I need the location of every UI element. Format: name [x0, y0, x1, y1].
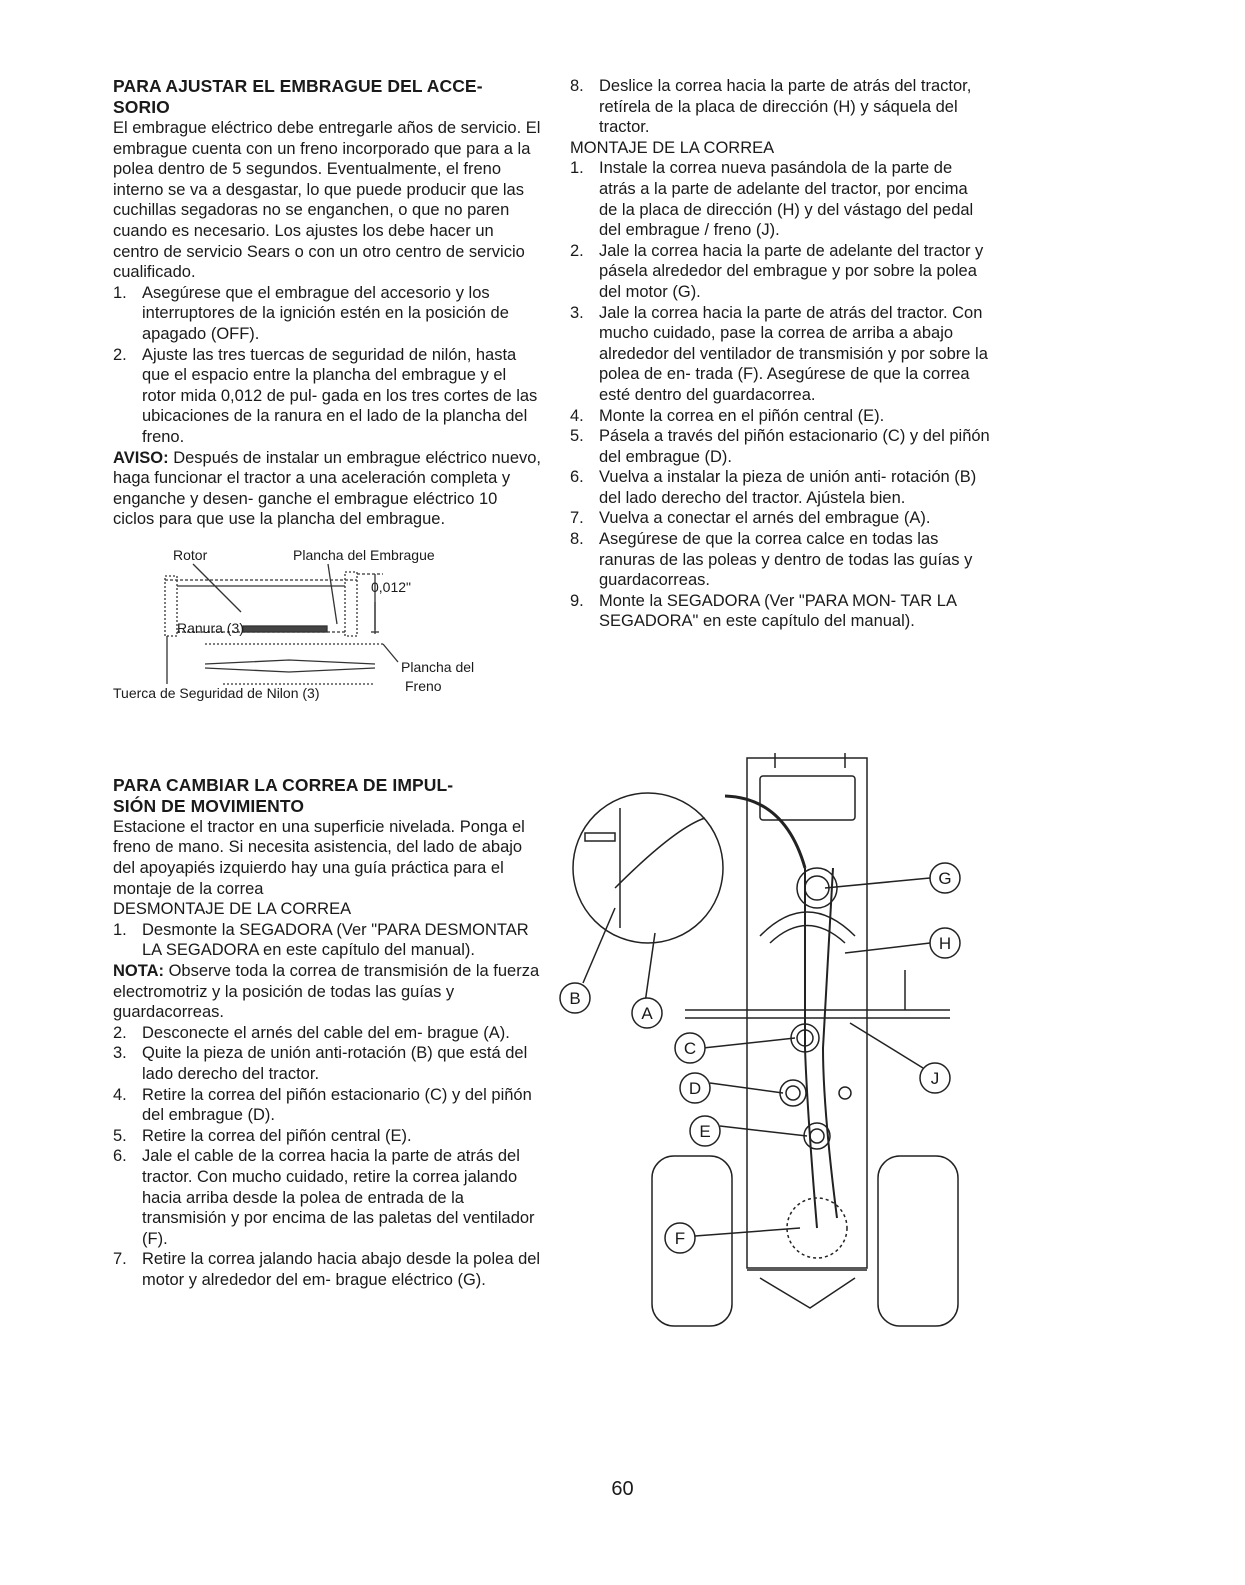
callout-g: G — [938, 869, 952, 888]
subhead-belt-removal: DESMONTAJE DE LA CORREA — [113, 900, 352, 919]
belt-removal-steps-b — [113, 1023, 543, 1291]
change-belt-intro: Estacione el tractor en una superficie nivelada. Ponga el freno de mano. Si necesita asistencia, del lado de abajo del apoyapiés izquierdo hay una guía práctica para el montaje de la correa — [113, 817, 525, 898]
callout-d: D — [688, 1079, 702, 1098]
belt-removal-steps-c — [570, 76, 990, 138]
label-gap: 0,012" — [371, 578, 412, 595]
notice-label: AVISO: — [113, 448, 169, 467]
label-brake-plate-2: Freno — [405, 677, 442, 694]
notice-paragraph: AVISO: Después de instalar un embrague eléctrico nuevo, haga funcionar el tractor a una aceleración completa y enganche y desen- ganche el embrague eléctrico 10 ciclos para que use la plancha del embrague. — [113, 448, 542, 529]
list-item: 8. Deslice la correa hacia la parte de atrás del tractor, retírela de la placa de dirección (H) y sáquela del tractor. — [570, 77, 972, 137]
list-item: 8. Asegúrese de que la correa calce en todas las ranuras de las poleas y dentro de todas las guías y guardacorreas. — [570, 530, 973, 590]
section-title-change-belt-1: PARA CAMBIAR LA CORREA DE IMPUL- — [113, 774, 454, 795]
right-column — [570, 76, 990, 632]
belt-install-steps — [570, 158, 990, 632]
tractor-belt-diagram-svg — [555, 748, 985, 1358]
list-item: 7. Vuelva a conectar el arnés del embrague (A). — [570, 509, 931, 528]
subhead-belt-install: MONTAJE DE LA CORREA — [570, 138, 775, 157]
page-number: 60 — [611, 1478, 634, 1500]
tractor-frame-shape — [573, 753, 958, 1326]
callout-f: F — [674, 1229, 686, 1248]
label-rotor: Rotor — [173, 546, 208, 563]
callout-e: E — [699, 1122, 711, 1141]
clutch-diagram — [113, 544, 543, 719]
list-item: 5. Pásela a través del piñón estacionario (C) y del piñón del embrague (D). — [570, 427, 990, 466]
list-item: 4. Monte la correa en el piñón central (E). — [570, 406, 885, 425]
callout-a: A — [641, 1004, 653, 1023]
list-item: 7. Retire la correa jalando hacia abajo desde la polea del motor y alrededor del em- brague eléctrico (G). — [113, 1250, 541, 1289]
label-slot: Ranura (3) — [177, 619, 244, 636]
list-item: 3. Quite la pieza de unión anti-rotación (B) que está del lado derecho del tractor. — [113, 1044, 528, 1083]
list-item: 5. Retire la correa del piñón central (E). — [113, 1126, 412, 1145]
list-item: 1. Desmonte la SEGADORA (Ver "PARA DESMONTAR LA SEGADORA en este capítulo del manual). — [113, 920, 529, 960]
list-item: 6. Jale el cable de la correa hacia la parte de atrás del tractor. Con mucho cuidado, retire la correa jalando hacia arriba desde la polea de entrada de la transmisión y por encima de las paletas del ventilador (F). — [113, 1147, 535, 1248]
adjust-clutch-intro: El embrague eléctrico debe entregarle años de servicio. El embrague cuenta con un freno incorporado que para a la polea dentro de 5 segundos. Eventualmente, el freno interno se va a desgastar, lo que puede producir que las cuchillas segadoras no se enganchen, o que no paren cuando es necesario. Los ajustes los debe hacer un centro de servicio Sears o con un otro centro de servicio cualificado. — [113, 119, 541, 282]
note-label: NOTA: — [113, 962, 165, 981]
clutch-diagram-svg — [113, 544, 543, 719]
callout-c: C — [683, 1039, 697, 1058]
list-item: 4. Retire la correa del piñón estacionario (C) y del piñón del embrague (D). — [113, 1085, 532, 1125]
list-item: 2. Ajuste las tres tuercas de seguridad de nilón, hasta que el espacio entre la plancha del embrague y el rotor mida 0,012 de pul- gada en los tres cortes de las ubicaciones de la ranura en el lado de la plancha del freno. — [113, 345, 538, 446]
callout-j: J — [930, 1069, 940, 1088]
callout-h: H — [938, 934, 952, 953]
list-item: 2. Jale la correa hacia la parte de adelante del tractor y pásela alrededor del embrague y por sobre la polea del motor (G). — [570, 241, 984, 301]
list-item: 6. Vuelva a instalar la pieza de unión anti- rotación (B) del lado derecho del tractor. Ajústela bien. — [570, 468, 977, 507]
list-item: 3. Jale la correa hacia la parte de atrás del tractor. Con mucho cuidado, pase la correa de arriba a abajo alrededor del ventilador de transmisión y por sobre la polea de en- trada (F). Asegúrese de que la correa esté dentro del guardacorrea. — [570, 303, 988, 404]
note-paragraph: NOTA: Observe toda la correa de transmisión de la fuerza electromotriz y la posición de todas las guías y guardacorreas. — [113, 962, 540, 1022]
list-item: 2. Desconecte el arnés del cable del em- brague (A). — [113, 1023, 510, 1042]
list-item: 1. Instale la correa nueva pasándola de la parte de atrás a la parte de adelante del tractor, por encima de la placa de dirección (H) y del vástago del pedal del embrague / freno (J). — [570, 159, 974, 240]
label-clutch-plate: Plancha del Embrague — [293, 546, 435, 563]
callout-b: B — [569, 989, 581, 1008]
label-brake-plate-1: Plancha del — [401, 658, 475, 675]
label-nylon-nut: Tuerca de Seguridad de Nilon (3) — [113, 684, 320, 701]
tractor-belt-diagram — [555, 748, 985, 1358]
list-item: 1. Asegúrese que el embrague del accesorio y los interruptores de la ignición estén en la posición de apagado (OFF). — [113, 283, 509, 343]
adjust-clutch-steps — [113, 283, 543, 448]
section-title-change-belt-2: SIÓN DE MOVIMIENTO — [113, 795, 305, 816]
left-column — [113, 76, 543, 1291]
list-item: 9. Monte la SEGADORA (Ver "PARA MON- TAR LA SEGADORA" en este capítulo del manual). — [570, 591, 957, 631]
belt-removal-steps-a — [113, 920, 543, 961]
section-title-adjust-clutch: PARA AJUSTAR EL EMBRAGUE DEL ACCE- SORIO — [113, 76, 483, 117]
